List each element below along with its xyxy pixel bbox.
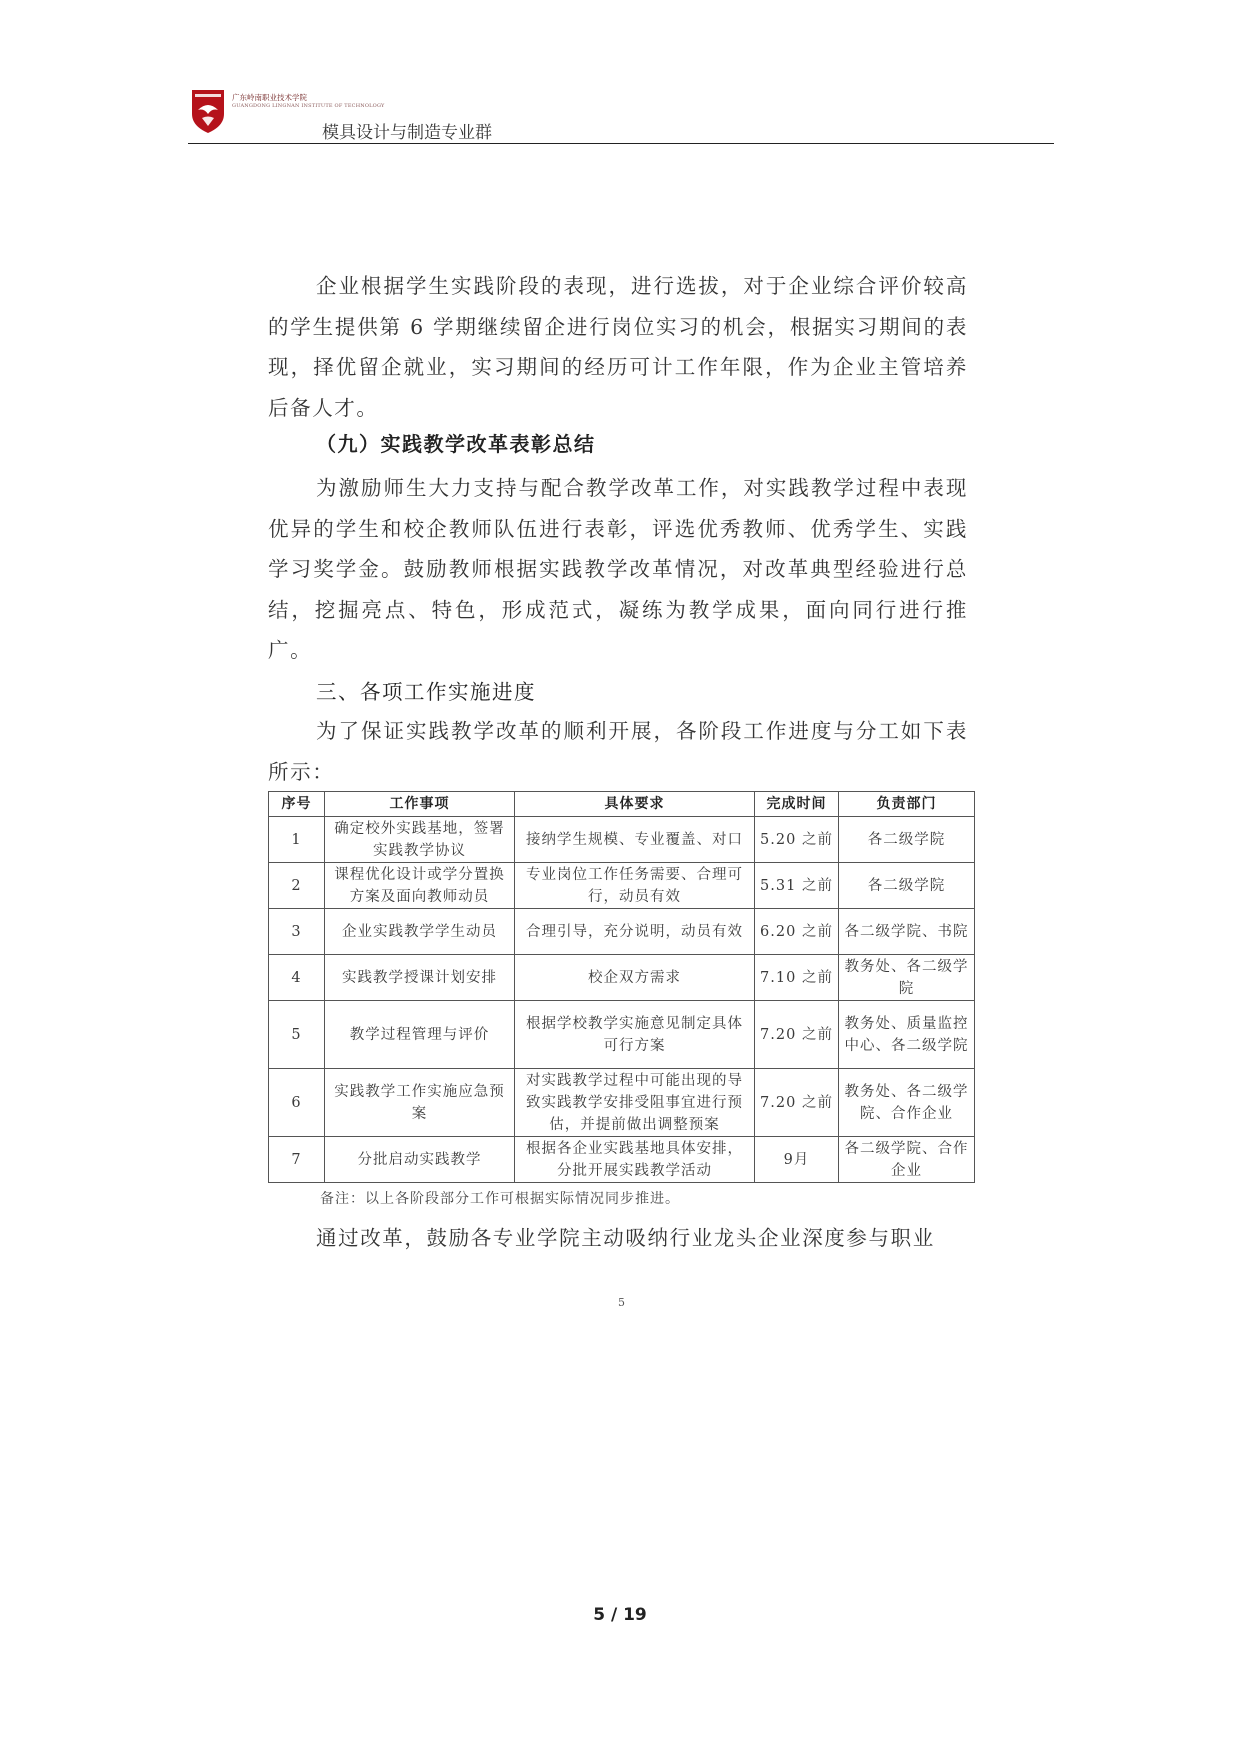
cell-time: 7.10 之前: [755, 955, 839, 1001]
col-header-requirement: 具体要求: [515, 792, 755, 817]
table-row: [269, 909, 975, 955]
cell-department: 各二级学院、合作企业: [839, 1137, 975, 1183]
cell-item: 实践教学授课计划安排: [325, 955, 515, 1001]
cell-department: 教务处、各二级学院: [839, 955, 975, 1001]
col-header-time: 完成时间: [755, 792, 839, 817]
table-row: [269, 1137, 975, 1183]
institution-name-cn: 广东岭南职业技术学院: [232, 93, 307, 102]
cell-department: 教务处、各二级学院、合作企业: [839, 1069, 975, 1137]
cell-time: 5.20 之前: [755, 817, 839, 863]
cell-item: 企业实践教学学生动员: [325, 909, 515, 955]
cell-requirement: 合理引导，充分说明，动员有效: [515, 909, 755, 955]
section-heading-progress: 三、各项工作实施进度: [316, 680, 536, 704]
cell-no: 1: [269, 817, 325, 863]
cell-time: 7.20 之前: [755, 1001, 839, 1069]
cell-time: 5.31 之前: [755, 863, 839, 909]
page-number-inline: 5: [618, 1296, 625, 1309]
table-row: [269, 817, 975, 863]
table-row: [269, 955, 975, 1001]
cell-department: 教务处、质量监控中心、各二级学院: [839, 1001, 975, 1069]
cell-item: 课程优化设计或学分置换方案及面向教师动员: [325, 863, 515, 909]
table-row: [269, 1001, 975, 1069]
shield-logo-icon: [190, 88, 226, 134]
col-header-no: 序号: [269, 792, 325, 817]
cell-no: 7: [269, 1137, 325, 1183]
cell-no: 4: [269, 955, 325, 1001]
cell-no: 5: [269, 1001, 325, 1069]
cell-requirement: 校企双方需求: [515, 955, 755, 1001]
cell-item: 分批启动实践教学: [325, 1137, 515, 1183]
paragraph-reform-continued: 通过改革，鼓励各专业学院主动吸纳行业龙头企业深度参与职业: [316, 1226, 935, 1250]
table-note: 备注：以上各阶段部分工作可根据实际情况同步推进。: [320, 1191, 680, 1207]
cell-requirement: 接纳学生规模、专业覆盖、对口: [515, 817, 755, 863]
progress-table: [268, 791, 975, 1183]
institution-logo: [190, 88, 226, 134]
cell-item: 实践教学工作实施应急预案: [325, 1069, 515, 1137]
table-header-row: [269, 792, 975, 817]
table-row: [269, 863, 975, 909]
cell-time: 9月: [755, 1137, 839, 1183]
cell-no: 6: [269, 1069, 325, 1137]
paragraph-commendation: 为激励师生大力支持与配合教学改革工作，对实践教学过程中表现优异的学生和校企教师队伍进行表彰，评选优秀教师、优秀学生、实践学习奖学金。鼓励教师根据实践教学改革情况，对改革典型经验进行总结，挖掘亮点、特色，形成范式，凝练为教学成果，面向同行进行推广。: [268, 476, 968, 662]
institution-name-en: GUANGDONG LINGNAN INSTITUTE OF TECHNOLOGY: [232, 102, 385, 109]
cell-time: 7.20 之前: [755, 1069, 839, 1137]
cell-requirement: 根据各企业实践基地具体安排，分批开展实践教学活动: [515, 1137, 755, 1183]
page-indicator: 5 / 19: [593, 1605, 647, 1625]
cell-item: 教学过程管理与评价: [325, 1001, 515, 1069]
cell-requirement: 专业岗位工作任务需要、合理可行，动员有效: [515, 863, 755, 909]
cell-requirement: 对实践教学过程中可能出现的导致实践教学安排受阻事宜进行预估，并提前做出调整预案: [515, 1069, 755, 1137]
cell-no: 2: [269, 863, 325, 909]
subheading-commendation: （九）实践教学改革表彰总结: [316, 432, 596, 456]
header-divider: [188, 143, 1054, 144]
cell-no: 3: [269, 909, 325, 955]
paragraph-selection: 企业根据学生实践阶段的表现，进行选拔，对于企业综合评价较高的学生提供第 6 学期继续留企进行岗位实习的机会，根据实习期间的表现，择优留企就业，实习期间的经历可计工作年限，作为企业主管培养后备人才。: [268, 274, 968, 420]
table-row: [269, 1069, 975, 1137]
cell-requirement: 根据学校教学实施意见制定具体可行方案: [515, 1001, 755, 1069]
institution-name: [232, 94, 385, 109]
cell-item: 确定校外实践基地，签署实践教学协议: [325, 817, 515, 863]
cell-time: 6.20 之前: [755, 909, 839, 955]
col-header-item: 工作事项: [325, 792, 515, 817]
paragraph-progress-intro: 为了保证实践教学改革的顺利开展，各阶段工作进度与分工如下表所示：: [268, 719, 968, 784]
cell-department: 各二级学院: [839, 863, 975, 909]
group-title: 模具设计与制造专业群: [322, 123, 492, 143]
cell-department: 各二级学院: [839, 817, 975, 863]
col-header-department: 负责部门: [839, 792, 975, 817]
cell-department: 各二级学院、书院: [839, 909, 975, 955]
